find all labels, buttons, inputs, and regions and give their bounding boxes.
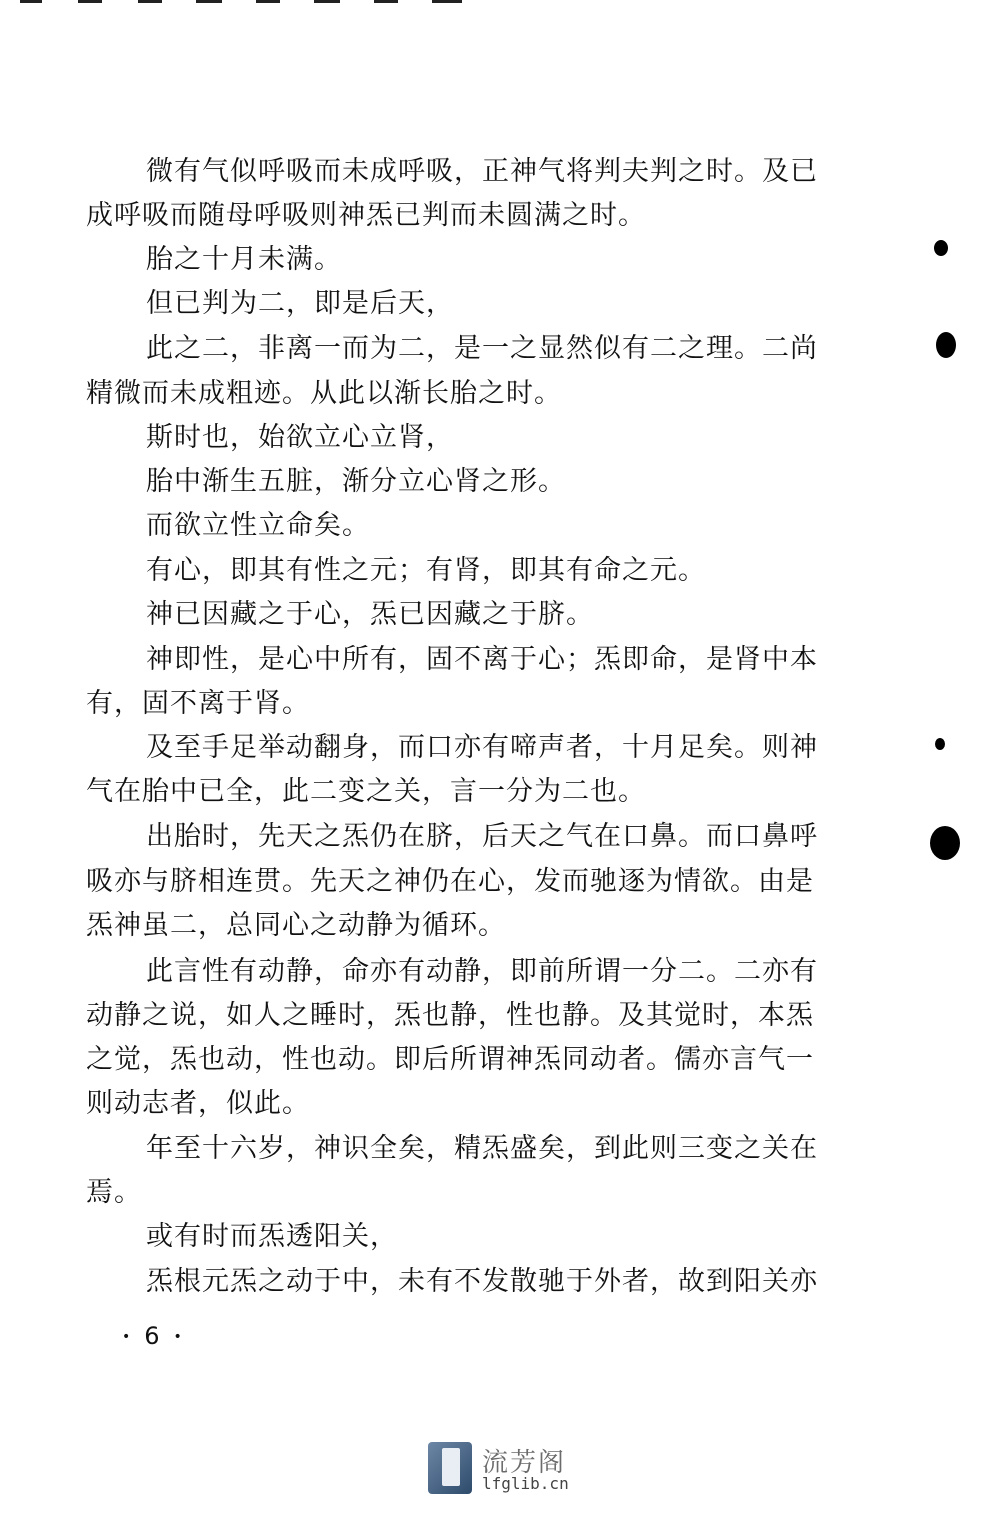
- text-line: 气在胎中已全，此二变之关，言一分为二也。: [86, 776, 646, 807]
- top-rule-6: [314, 0, 340, 3]
- text-line: 但已判为二，即是后天，: [146, 288, 454, 319]
- text-line: 精微而未成粗迹。从此以渐长胎之时。: [86, 378, 562, 409]
- ink-blot: [930, 826, 960, 860]
- ink-blot: [934, 240, 948, 256]
- text-line: 焉。: [86, 1177, 142, 1208]
- watermark-url: lfglib.cn: [482, 1474, 569, 1493]
- text-line: 动静之说，如人之睡时，炁也静，性也静。及其觉时，本炁: [86, 1000, 814, 1031]
- text-line: 及至手足举动翻身，而口亦有啼声者，十月足矣。则神: [146, 732, 818, 763]
- top-rule-5: [256, 0, 280, 3]
- top-rule-1: [20, 0, 42, 3]
- ink-blot: [936, 332, 956, 358]
- text-line: 炁根元炁之动于中，未有不发散驰于外者，故到阳关亦: [146, 1266, 818, 1297]
- text-line: 炁神虽二，总同心之动静为循环。: [86, 910, 506, 941]
- page-number: 6: [144, 1322, 160, 1350]
- ink-blot: [935, 738, 945, 750]
- text-line: 胎之十月未满。: [146, 244, 342, 275]
- page-footer: [108, 1322, 196, 1350]
- text-line: 吸亦与脐相连贯。先天之神仍在心，发而驰逐为情欲。由是: [86, 866, 814, 897]
- text-line: 有，固不离于肾。: [86, 688, 310, 719]
- top-rule-8: [432, 0, 462, 3]
- text-line: 此之二，非离一而为二，是一之显然似有二之理。二尚: [146, 333, 818, 364]
- book-icon: [428, 1442, 472, 1494]
- text-line: 或有时而炁透阳关，: [146, 1221, 398, 1252]
- page-number-mark-left: •: [122, 1329, 131, 1345]
- text-line: 成呼吸而随母呼吸则神炁已判而未圆满之时。: [86, 200, 646, 231]
- text-line: 之觉，炁也动，性也动。即后所谓神炁同动者。儒亦言气一: [86, 1044, 814, 1075]
- text-line: 胎中渐生五脏，渐分立心肾之形。: [146, 466, 566, 497]
- text-line: 年至十六岁，神识全矣，精炁盛矣，到此则三变之关在: [146, 1133, 818, 1164]
- text-line: 此言性有动静，命亦有动静，即前所谓一分二。二亦有: [146, 956, 818, 987]
- top-rule-4: [196, 0, 222, 3]
- text-line: 微有气似呼吸而未成呼吸，正神气将判夫判之时。及已: [146, 156, 818, 187]
- page-number-mark-right: •: [173, 1329, 182, 1345]
- text-line: 神即性，是心中所有，固不离于心；炁即命，是肾中本: [146, 644, 818, 675]
- text-line: 斯时也，始欲立心立肾，: [146, 422, 454, 453]
- text-line: 而欲立性立命矣。: [146, 510, 370, 541]
- top-rule-2: [78, 0, 102, 3]
- text-line: 则动志者，似此。: [86, 1088, 310, 1119]
- text-line: 有心，即其有性之元；有肾，即其有命之元。: [146, 555, 706, 586]
- watermark-logo: [428, 1442, 578, 1496]
- text-line: 神已因藏之于心，炁已因藏之于脐。: [146, 599, 594, 630]
- text-line: 出胎时，先天之炁仍在脐，后天之气在口鼻。而口鼻呼: [146, 821, 818, 852]
- top-rule-3: [138, 0, 162, 3]
- top-rule-7: [374, 0, 398, 3]
- watermark-title: 流芳阁: [482, 1448, 567, 1478]
